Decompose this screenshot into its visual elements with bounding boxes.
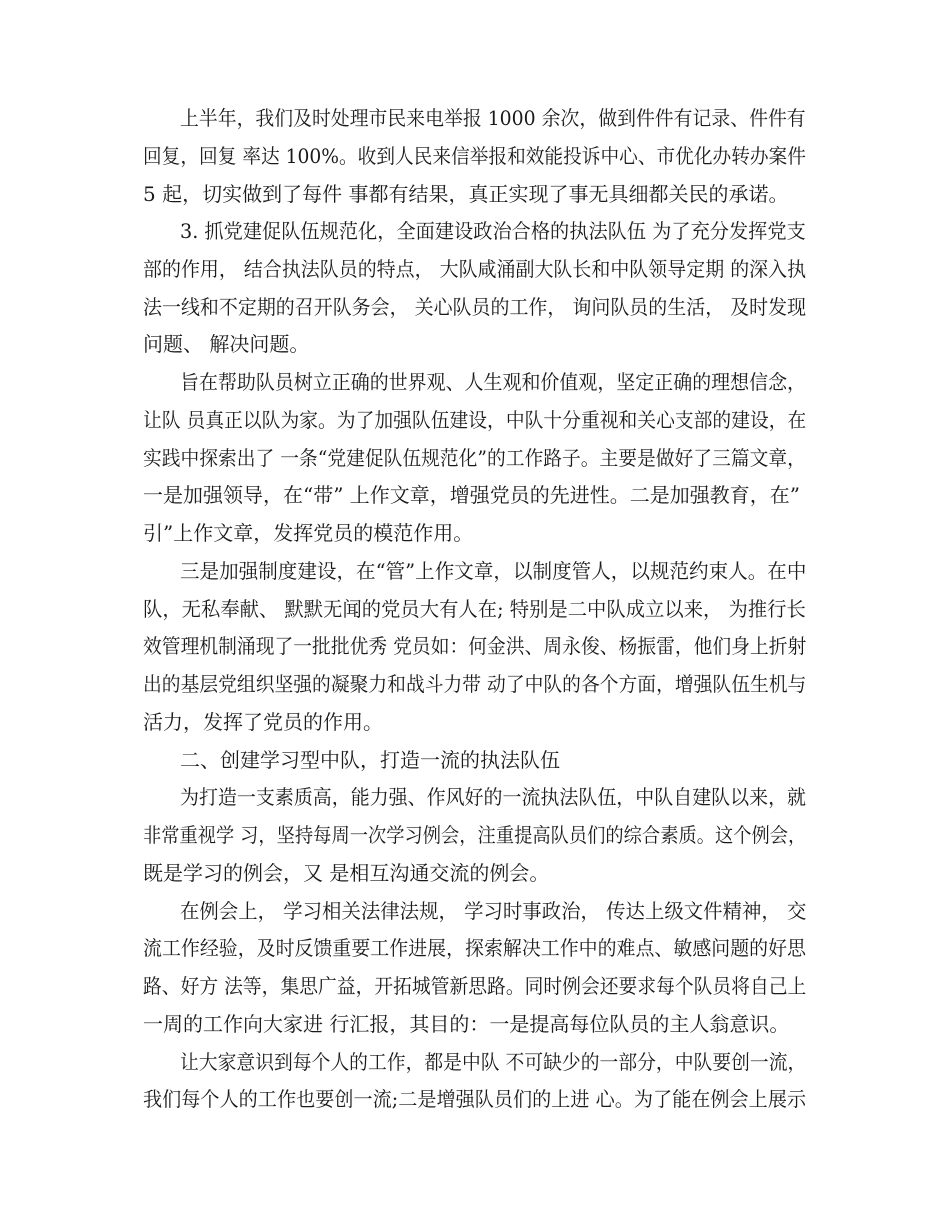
paragraph-4-line-1: 三是加强制度建设，在“管”上作文章，以制度管人，以规范约束人。在中 <box>180 559 807 583</box>
paragraph-2-line-2: 部的作用， 结合执法队员的特点， 大队咸涌副大队长和中队领导定期 的深入执 <box>143 257 807 281</box>
paragraph-5-line-1: 二、创建学习型中队，打造一流的执法队伍 <box>180 748 560 772</box>
paragraph-3-line-5: 引”上作文章，发挥党员的模范作用。 <box>143 521 474 545</box>
paragraph-3-line-2: 让队 员真正以队为家。为了加强队伍建设，中队十分重视和关心支部的建设，在 <box>143 408 807 432</box>
paragraph-2-line-4: 问题、 解决问题。 <box>143 332 310 356</box>
paragraph-4-line-5: 活力，发挥了党员的作用。 <box>143 710 383 734</box>
paragraph-8-line-1: 让大家意识到每个人的工作，都是中队 不可缺少的一部分，中队要创一流， <box>180 1050 807 1074</box>
paragraph-4-line-4: 出的基层党组织坚强的凝聚力和战斗力带 动了中队的各个方面，增强队伍生机与 <box>143 672 807 696</box>
paragraph-7-line-4: 一周的工作向大家进 行汇报，其目的：一是提高每位队员的主人翁意识。 <box>143 1012 790 1036</box>
paragraph-1-line-2: 回复，回复 率达 100%。收到人民来信举报和效能投诉中心、市优化办转办案件 <box>143 144 806 168</box>
paragraph-2-line-1: 3. 抓党建促队伍规范化，全面建设政治合格的执法队伍 为了充分发挥党支 <box>180 219 806 243</box>
paragraph-7-line-3: 路、好方 法等，集思广益，开拓城管新思路。同时例会还要求每个队员将自己上 <box>143 974 807 998</box>
paragraph-6-line-3: 既是学习的例会，又 是相互沟通交流的例会。 <box>143 861 550 885</box>
paragraph-3-line-1: 旨在帮助队员树立正确的世界观、人生观和价值观，坚定正确的理想信念， <box>180 370 807 394</box>
paragraph-4-line-3: 效管理机制涌现了一批批优秀 党员如：何金洪、周永俊、杨振雷，他们身上折射 <box>143 634 807 658</box>
paragraph-4-line-2: 队，无私奉献、 默默无闻的党员大有人在; 特别是二中队成立以来， 为推行长 <box>143 597 806 621</box>
paragraph-1-line-3: 5 起，切实做到了每件 事都有结果，真正实现了事无具细都关民的承诺。 <box>143 182 789 206</box>
paragraph-7-line-2: 流工作经验，及时反馈重要工作进展，探索解决工作中的难点、敏感问题的好思 <box>143 936 806 960</box>
paragraph-1-line-1: 上半年，我们及时处理市民来电举报 1000 余次，做到件件有记录、件件有 <box>180 106 806 130</box>
paragraph-6-line-1: 为打造一支素质高，能力强、作风好的一流执法队伍，中队自建队以来，就 <box>180 785 807 809</box>
paragraph-3-line-4: 一是加强领导，在“带” 上作文章，增强党员的先进性。二是加强教育，在” <box>143 483 801 507</box>
paragraph-2-line-3: 法一线和不定期的召开队务会， 关心队员的工作， 询问队员的生活， 及时发现 <box>143 295 807 319</box>
paragraph-6-line-2: 非常重视学 习，坚持每周一次学习例会，注重提高队员们的综合素质。这个例会， <box>143 823 807 847</box>
paragraph-3-line-3: 实践中探索出了 一条“党建促队伍规范化”的工作路子。主要是做好了三篇文章， <box>143 446 806 470</box>
paragraph-7-line-1: 在例会上， 学习相关法律法规， 学习时事政治， 传达上级文件精神， 交 <box>180 899 807 923</box>
paragraph-8-line-2: 我们每个人的工作也要创一流;二是增强队员们的上进 心。为了能在例会上展示 <box>143 1087 807 1111</box>
